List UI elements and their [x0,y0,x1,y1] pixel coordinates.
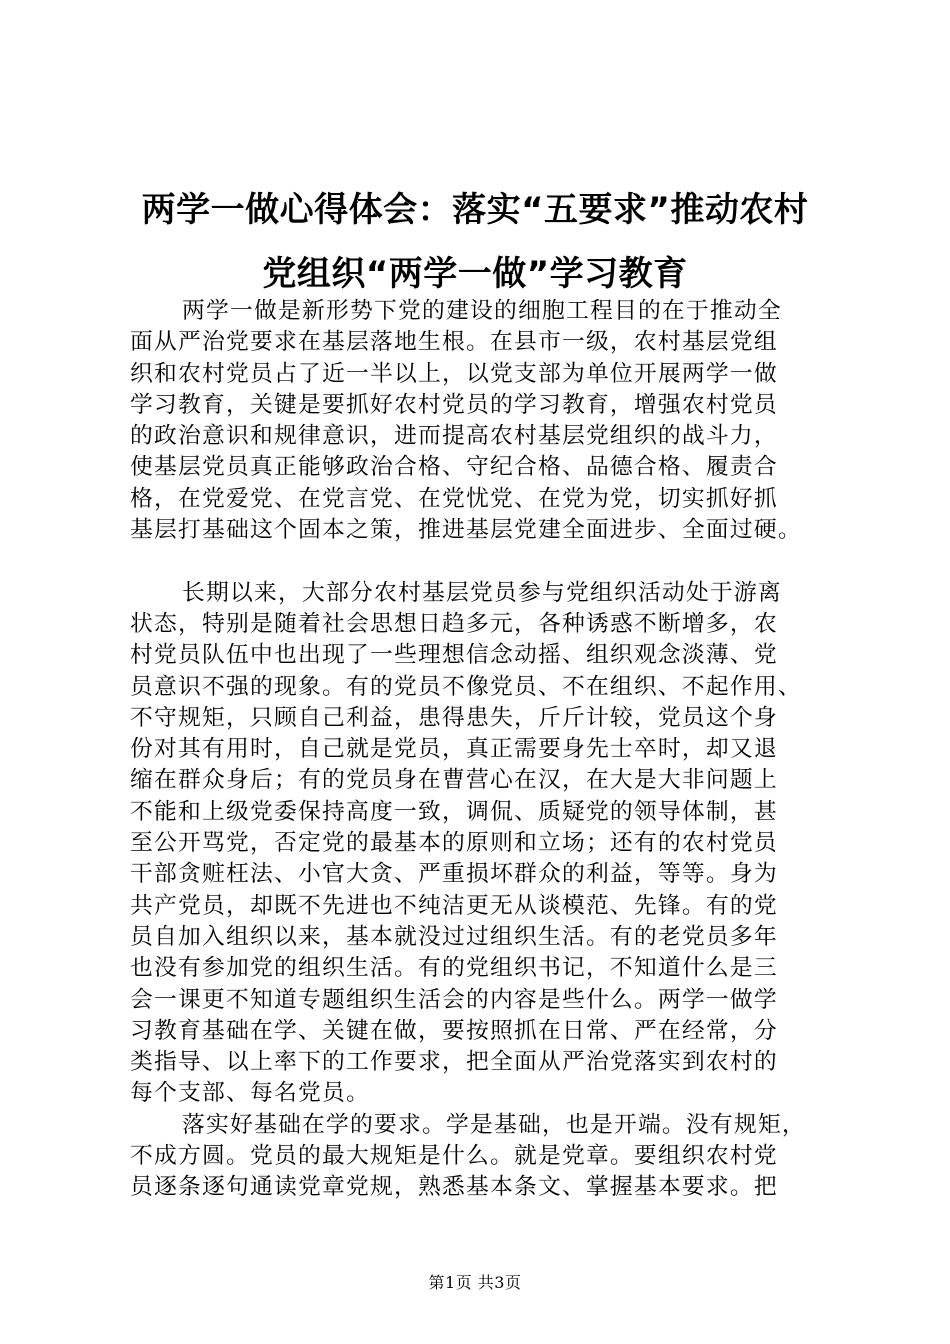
body-line: 也没有参加党的组织生活。有的党组织书记，不知道什么是三 [130,955,778,982]
body-line: 份对其有用时，自己就是党员，真正需要身先士卒时，却又退 [130,736,778,763]
body-line: 不守规矩，只顾自己利益，患得患失，斤斤计较，党员这个身 [130,704,778,731]
body-line: 习教育基础在学、关键在做，要按照抓在日常、严在经常，分 [130,1017,778,1044]
body-line: 落实好基础在学的要求。学是基础，也是开端。没有规矩， [182,1111,806,1138]
body-line: 织和农村党员占了近一半以上，以党支部为单位开展两学一做 [130,360,778,387]
body-line: 使基层党员真正能够政治合格、守纪合格、品德合格、履责合 [130,454,778,481]
paragraph-gap [130,546,850,577]
body-line: 至公开骂党，否定党的最基本的原则和立场；还有的农村党员 [130,830,778,857]
body-line: 基层打基础这个固本之策，推进基层党建全面进步、全面过硬。 [130,517,802,544]
body-line: 员意识不强的现象。有的党员不像党员、不在组织、不起作用、 [130,673,802,700]
body-line: 状态，特别是随着社会思想日趋多元，各种诱惑不断增多，农 [130,610,778,637]
body-line: 会一课更不知道专题组织生活会的内容是些什么。两学一做学 [130,986,778,1013]
body-line: 类指导、以上率下的工作要求，把全面从严治党落实到农村的 [130,1049,778,1076]
body-line: 不能和上级党委保持高度一致，调侃、质疑党的领导体制，甚 [130,798,778,825]
body-line: 员逐条逐句通读党章党规，熟悉基本条文、掌握基本要求。把 [130,1174,778,1201]
body-line: 村党员队伍中也出现了一些理想信念动摇、组织观念淡薄、党 [130,642,778,669]
body-line: 每个支部、每名党员。 [130,1080,370,1107]
page-footer: 第1页 共3页 [428,1273,522,1292]
document-title-line-2: 党组织“两学一做”学习教育 [262,254,688,294]
body-line: 面从严治党要求在基层落地生根。在县市一级，农村基层党组 [130,329,778,356]
body-line: 长期以来，大部分农村基层党员参与党组织活动处于游离 [182,579,782,606]
body-line: 学习教育，关键是要抓好农村党员的学习教育，增强农村党员 [130,391,778,418]
document-title-line-1: 两学一做心得体会：落实“五要求”推动农村 [141,190,809,230]
document-body [130,296,850,1204]
body-line: 格，在党爱党、在党言党、在党忧党、在党为党，切实抓好抓 [130,485,778,512]
body-line: 缩在群众身后；有的党员身在曹营心在汉，在大是大非问题上 [130,767,778,794]
body-line: 两学一做是新形势下党的建设的细胞工程目的在于推动全 [182,298,782,324]
body-line: 干部贪赃枉法、小官大贪、严重损坏群众的利益，等等。身为 [130,861,778,888]
body-line: 共产党员，却既不先进也不纯洁更无从谈模范、先锋。有的党 [130,892,778,919]
body-line: 的政治意识和规律意识，进而提高农村基层党组织的战斗力， [130,423,778,450]
body-line: 不成方圆。党员的最大规矩是什么。就是党章。要组织农村党 [130,1143,778,1170]
body-line: 员自加入组织以来，基本就没过过组织生活。有的老党员多年 [130,923,778,950]
